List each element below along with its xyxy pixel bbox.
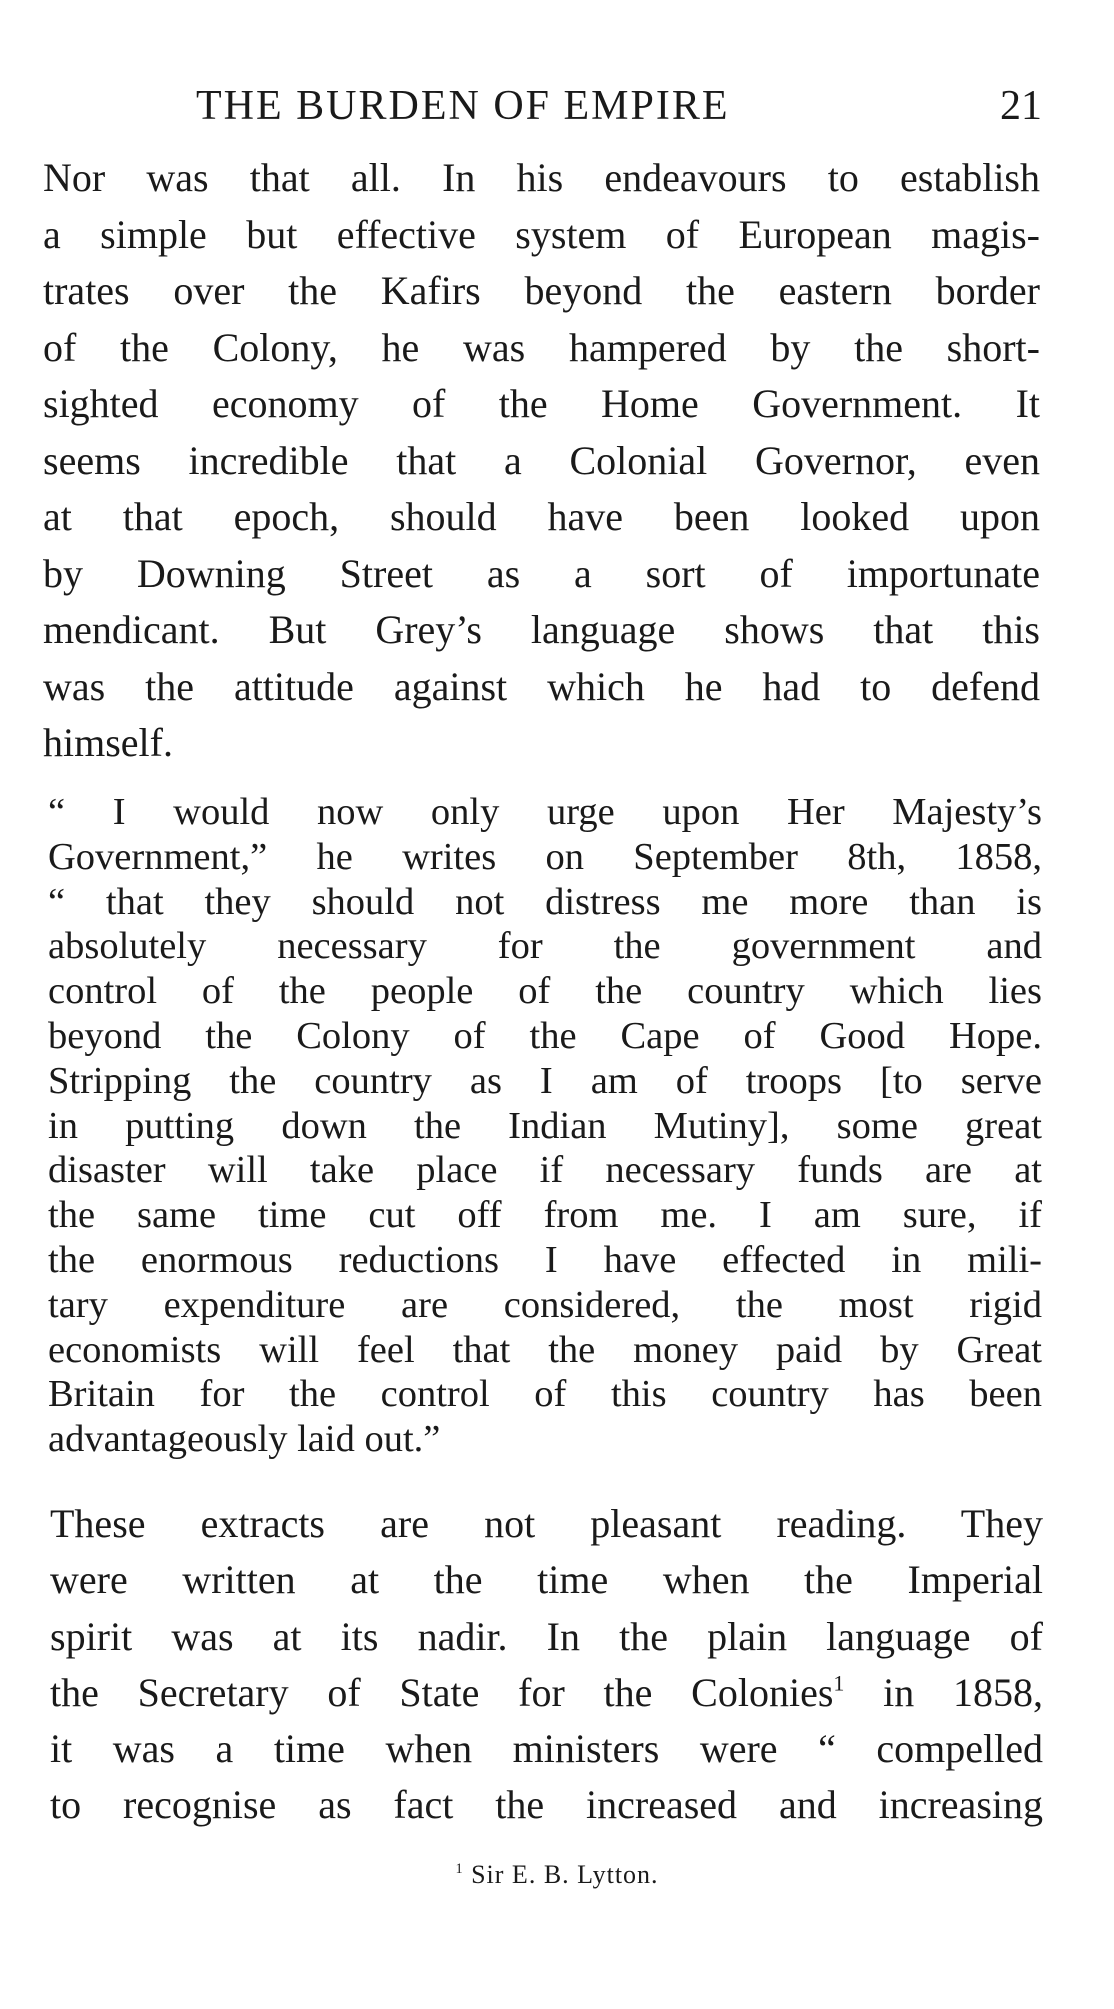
- quote-line: Stripping the country as I am of troops [to serve: [48, 1059, 1042, 1102]
- quote-line: absolutely necessary for the government and: [48, 925, 1042, 968]
- text-line: a simple but effective system of European magis-: [43, 211, 1040, 257]
- text-line: spirit was at its nadir. In the plain language of: [50, 1613, 1043, 1659]
- running-header: [196, 82, 1042, 130]
- text-line: These extracts are not pleasant reading. They: [50, 1501, 1043, 1546]
- text-segment: in 1858,: [844, 1669, 1043, 1715]
- quote-line: advantageously laid out.”: [48, 1418, 441, 1461]
- paragraph-3: [50, 1496, 1043, 1834]
- text-line: [50, 1665, 1043, 1721]
- text-line: of the Colony, he was hampered by the short-: [43, 324, 1040, 370]
- quote-line: tary expenditure are considered, the most rigid: [48, 1283, 1042, 1326]
- quote-line: disaster will take place if necessary funds are at: [48, 1149, 1042, 1192]
- footnote-marker: 1: [455, 1861, 464, 1877]
- quote-line: beyond the Colony of the Cape of Good Hope.: [48, 1014, 1042, 1057]
- footnote-text: Sir E. B. Lytton.: [471, 1860, 659, 1889]
- quote-line: control of the people of the country which lies: [48, 970, 1042, 1013]
- footnote-reference: 1: [833, 1670, 845, 1696]
- quote-line: the same time cut off from me. I am sure, if: [48, 1194, 1042, 1237]
- quote-line: the enormous reductions I have effected in mili-: [48, 1238, 1042, 1281]
- text-line: at that epoch, should have been looked upon: [43, 494, 1040, 539]
- text-line: trates over the Kafirs beyond the eastern border: [43, 268, 1040, 313]
- text-line: mendicant. But Grey’s language shows that this: [43, 607, 1040, 652]
- footnote: [0, 1860, 1114, 1890]
- text-line: was the attitude against which he had to defend: [43, 663, 1040, 709]
- text-line: by Downing Street as a sort of importunate: [43, 550, 1040, 596]
- text-line: seems incredible that a Colonial Governor, even: [43, 437, 1040, 483]
- quote-line: economists will feel that the money paid by Great: [48, 1328, 1042, 1371]
- text-line: himself.: [43, 720, 173, 765]
- text-line: were written at the time when the Imperial: [50, 1557, 1043, 1603]
- quote-line: “ I would now only urge upon Her Majesty’s: [48, 791, 1042, 833]
- quote-line: “ that they should not distress me more than is: [48, 880, 1042, 923]
- quote-line: Government,” he writes on September 8th, 1858,: [48, 835, 1042, 878]
- text-line: Nor was that all. In his endeavours to establish: [43, 155, 1040, 200]
- text-segment: the Secretary of State for the Colonies: [50, 1669, 834, 1715]
- text-line: sighted economy of the Home Government. It: [43, 381, 1040, 426]
- page-number: 21: [1000, 83, 1042, 129]
- text-line: to recognise as fact the increased and increasing: [50, 1782, 1043, 1828]
- text-line: it was a time when ministers were “ compelled: [50, 1726, 1043, 1772]
- quote-line: in putting down the Indian Mutiny], some great: [48, 1104, 1042, 1147]
- running-title: THE BURDEN OF EMPIRE: [196, 83, 730, 129]
- block-quote: [48, 790, 1042, 1462]
- paragraph-1: [43, 150, 1040, 772]
- quote-line: Britain for the control of this country has been: [48, 1373, 1042, 1416]
